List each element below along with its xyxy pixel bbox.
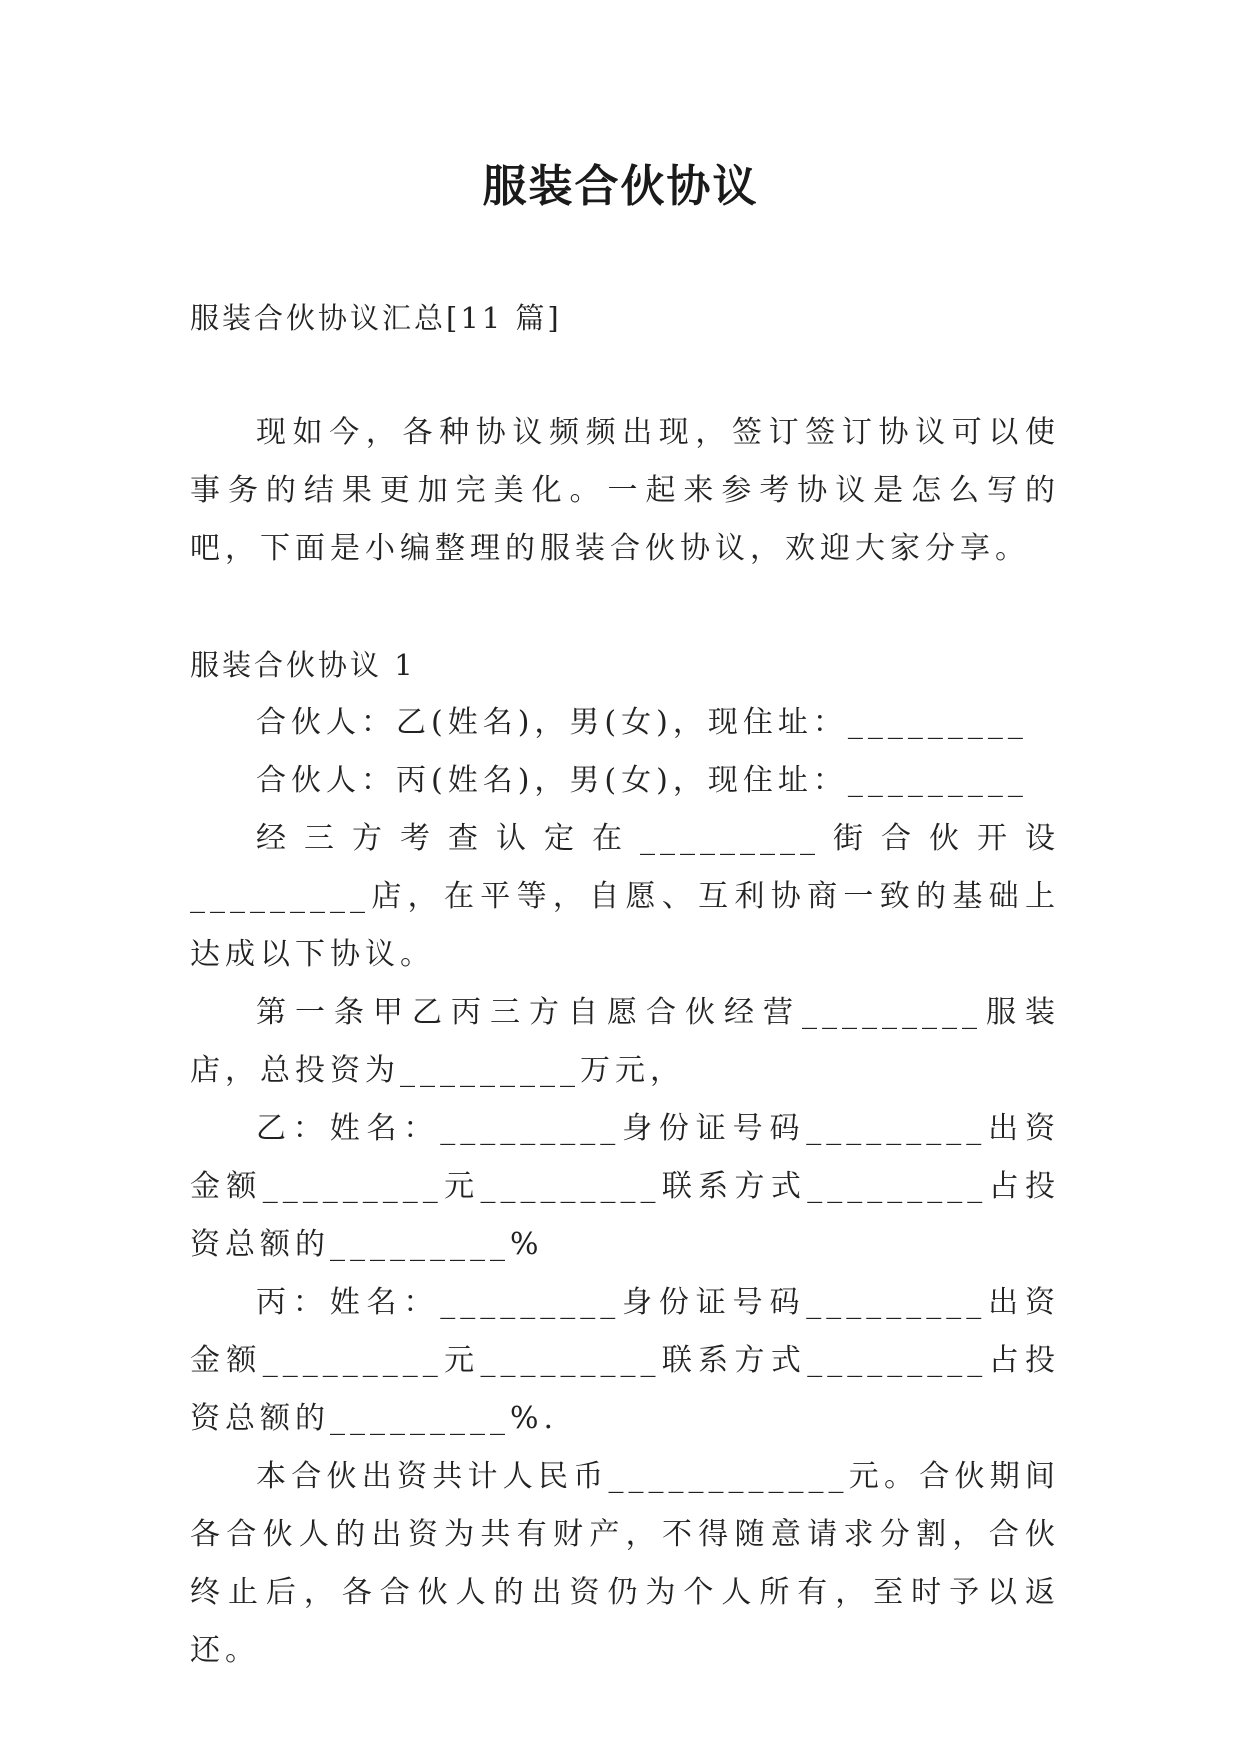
partner-b-line: 合伙人：乙(姓名)，男(女)，现住址：_________ [256,705,1028,740]
partner-b-info: 乙：姓名：_________身份证号码_________出资金额_________元_________联系方式_________占投资总额的_________% [190,1111,1060,1262]
partner-c-info: 丙：姓名：_________身份证号码_________出资金额_________元_________联系方式_________占投资总额的_________%. [190,1285,1060,1436]
document-body [190,404,1060,1680]
section-heading: 服装合伙协议 1 [190,648,416,682]
consensus-paragraph: 经三方考查认定在_________街合伙开设_________店，在平等，自愿、互利协商一致的基础上达成以下协议。 [190,821,1060,972]
capital-paragraph: 本合伙出资共计人民币____________元。合伙期间各合伙人的出资为共有财产，不得随意请求分割，合伙终止后，各合伙人的出资仍为个人所有，至时予以返还。 [190,1459,1060,1668]
article-1-paragraph: 第一条甲乙丙三方自愿合伙经营_________服装店，总投资为_________万元， [190,995,1060,1088]
partner-c-line: 合伙人：丙(姓名)，男(女)，现住址：_________ [256,763,1028,798]
intro-paragraph: 现如今，各种协议频频出现，签订签订协议可以使事务的结果更加完美化。一起来参考协议是怎么写的吧，下面是小编整理的服装合伙协议，欢迎大家分享。 [190,415,1060,566]
document-subtitle: 服装合伙协议汇总[11 篇] [190,301,562,335]
document-title: 服装合伙协议 [482,161,759,212]
